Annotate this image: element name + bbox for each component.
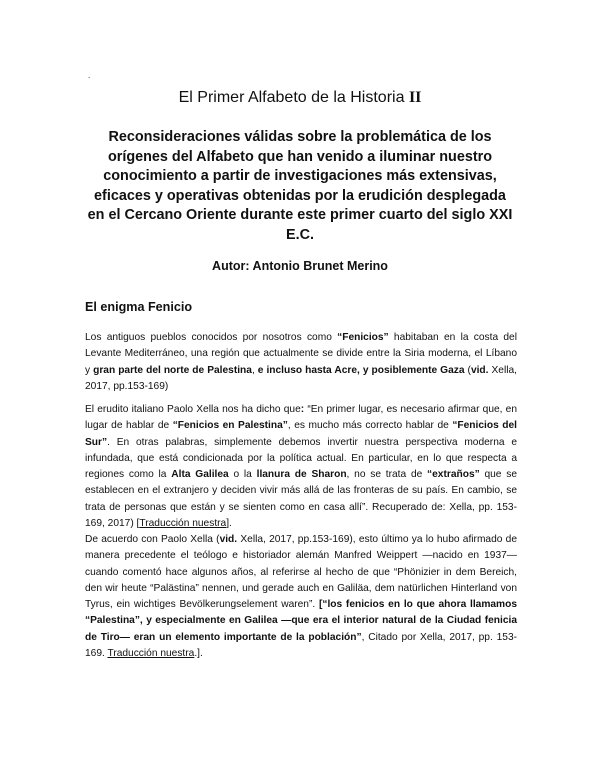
bold-text: [“los fenicios en lo que ahora llamamos “Palestina”, y especialmente en Galilea —que era el interior natural de la Ciudad fenicia de Tiro— eran un elemento importante de la población” xyxy=(85,599,518,643)
bold-text: llanura de Sharon xyxy=(256,469,347,481)
bold-text: “Fenicios del Sur” xyxy=(85,420,517,448)
translation-link[interactable]: Traducción nuestra xyxy=(139,518,227,530)
text: , es mucho más correcto hablar de xyxy=(287,420,453,432)
paragraph-1 xyxy=(85,330,517,395)
bold-text: “Fenicios en Palestina” xyxy=(172,420,288,432)
bold-text: gran parte del norte de Palestina xyxy=(93,364,252,376)
text: . En otras palabras, simplemente debemos invertir nuestra perspectiva moderna e infundada, que está condicionada por la política actual. En particular, en lo que respecta a regiones como la xyxy=(85,436,517,481)
text: ( xyxy=(464,364,471,376)
text: , xyxy=(251,364,258,376)
subtitle: Reconsideraciones válidas sobre la problemática de los orígenes del Alfabeto que han venido a iluminar nuestro conocimiento a partir de investigaciones más extensivas, eficaces y operativas obtenidas por la erudición desplegada en el Cercano Oriente durante este primer cuarto del siglo XXI E.C. xyxy=(87,129,513,243)
bold-text: e incluso hasta Acre, y posiblemente Gaza xyxy=(257,364,465,376)
bold-text: vid. xyxy=(219,534,238,545)
paragraph-3 xyxy=(85,532,517,662)
title-roman-numeral: II xyxy=(408,89,422,106)
text: “En primer lugar, es necesario afirmar que, en lugar de hablar de xyxy=(85,404,517,432)
stray-dot: . xyxy=(88,71,91,80)
text: , no se trata de xyxy=(346,469,428,481)
title-main: El Primer Alfabeto de la Historia xyxy=(178,89,409,106)
text: o la xyxy=(228,469,257,481)
text: ]. xyxy=(226,518,232,530)
translation-link[interactable]: Traducción nuestra xyxy=(107,648,195,660)
bold-text: vid. xyxy=(470,364,489,376)
bold-text: “Fenicios” xyxy=(337,332,389,343)
text: habitaban en la costa del Levante Mediterráneo, una región que actualmente se divide entre la Siria moderna, el Líbano y xyxy=(85,332,517,376)
text: que se establecen en el extranjero y deciden vivir más allá de las fronteras de su país. En cambio, se trata de personas que están y se sienten como en casa allí”. Recuperado de: Xella, pp. 153-169, 2017) [ xyxy=(85,469,518,530)
text: .]. xyxy=(194,648,203,660)
page-title xyxy=(0,89,600,107)
paragraph-2 xyxy=(85,402,517,532)
text: , Citado por Xella, 2017, pp. 153-169. xyxy=(85,631,517,660)
text: Los antiguos pueblos conocidos por nosotros como xyxy=(85,332,338,343)
text: Xella, 2017, pp.153-169), esto último ya lo hubo afirmado de manera precedente el teólogo e historiador alemán Manfred Weippert —nacido en 1937— cuando comentó hace algunos años, al referirse al hecho de que “Phönizier in dem Bereich, den wir heute “Palästina” nennen, und gerade auch en Galiläa, dem natürlichen Hinterland von Tyrus, ein wichtiges Bevölkerungselement waren”. xyxy=(85,534,517,611)
author-line: Autor: Antonio Brunet Merino xyxy=(212,259,388,273)
text: Xella, 2017, pp.153-169) xyxy=(85,364,517,392)
bold-text: : xyxy=(300,404,305,415)
text: De acuerdo con Paolo Xella ( xyxy=(85,534,220,545)
text: El erudito italiano Paolo Xella nos ha dicho que xyxy=(85,404,301,415)
bold-text: Alta Galilea xyxy=(171,469,229,481)
bold-text: “extraños” xyxy=(427,469,480,481)
section-heading: El enigma Fenicio xyxy=(85,300,193,314)
